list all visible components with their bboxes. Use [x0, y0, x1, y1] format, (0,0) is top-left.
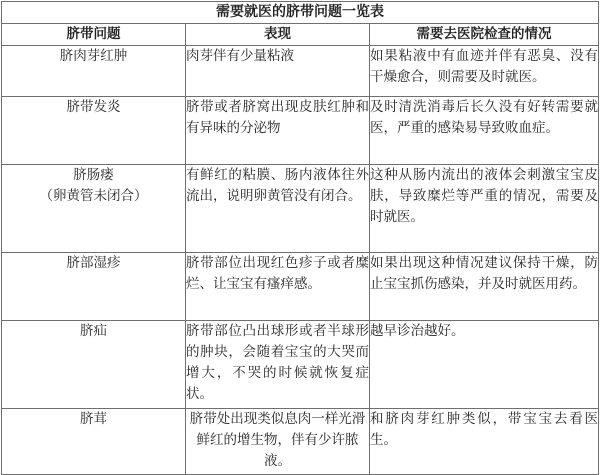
action-cell: 及时清洗消毒后长久没有好转需要就医，严重的感染易导致败血症。 — [370, 97, 599, 165]
issue-name: 脐疝 — [80, 323, 107, 339]
action-cell: 如果出现这种情况建议保持干燥，防止宝宝抓伤感染，并及时就医用药。 — [370, 253, 599, 321]
table-row — [2, 97, 599, 165]
symptom-cell: 有鲜红的粘膜、肠内液体往外流出，说明卵黄管没有闭合。 — [186, 165, 370, 253]
action-cell: 越早诊治越好。 — [370, 321, 599, 409]
table-row — [2, 46, 599, 97]
issue-name-cell — [2, 321, 186, 409]
column-header-issue: 脐带问题 — [2, 24, 186, 46]
issue-name-cell — [2, 97, 186, 165]
issue-name: 脐肠瘘 — [73, 167, 114, 183]
document-sheet — [1, 1, 599, 475]
issue-name-cell — [2, 46, 186, 97]
action-cell: 这种从肠内流出的液体会刺激宝宝皮肤，导致糜烂等严重的情况，需要及时就医。 — [370, 165, 599, 253]
header-row — [2, 24, 599, 46]
symptom-cell: 脐带或者脐窝出现皮肤红肿和有异味的分泌物 — [186, 97, 370, 165]
symptom-cell: 脐带部位出现红色疹子或者糜烂、让宝宝有瘙痒感。 — [186, 253, 370, 321]
issue-name: 脐肉芽红肿 — [59, 48, 128, 64]
issue-name: 脐部湿疹 — [66, 255, 121, 271]
issue-name-cell — [2, 409, 186, 475]
column-header-symptom: 表现 — [186, 24, 370, 46]
symptom-cell: 脐带处出现类似息肉一样光滑鲜红的增生物，伴有少许脓液。 — [186, 409, 370, 475]
column-header-action: 需要去医院检查的情况 — [370, 24, 599, 46]
table-row — [2, 253, 599, 321]
issue-name-cell — [2, 253, 186, 321]
issue-name-note: （卵黄管未闭合） — [39, 188, 148, 204]
table-row — [2, 409, 599, 475]
action-cell: 如果粘液中有血迹并伴有恶臭、没有干燥愈合，则需要及时就医。 — [370, 46, 599, 97]
symptom-cell: 肉芽伴有少量粘液 — [186, 46, 370, 97]
action-cell: 和脐肉芽红肿类似，带宝宝去看医生。 — [370, 409, 599, 475]
title-row — [2, 2, 599, 24]
issue-name: 脐茸 — [80, 411, 107, 427]
issue-name-cell — [2, 165, 186, 253]
table-title: 需要就医的脐带问题一览表 — [2, 2, 599, 24]
table-row — [2, 165, 599, 253]
issue-name: 脐带发炎 — [66, 99, 121, 115]
table-row — [2, 321, 599, 409]
symptom-cell: 脐带部位凸出球形或者半球形的肿块，会随着宝宝的大哭而增大，不哭的时候就恢复症状。 — [186, 321, 370, 409]
umbilical-issues-table — [1, 1, 599, 475]
